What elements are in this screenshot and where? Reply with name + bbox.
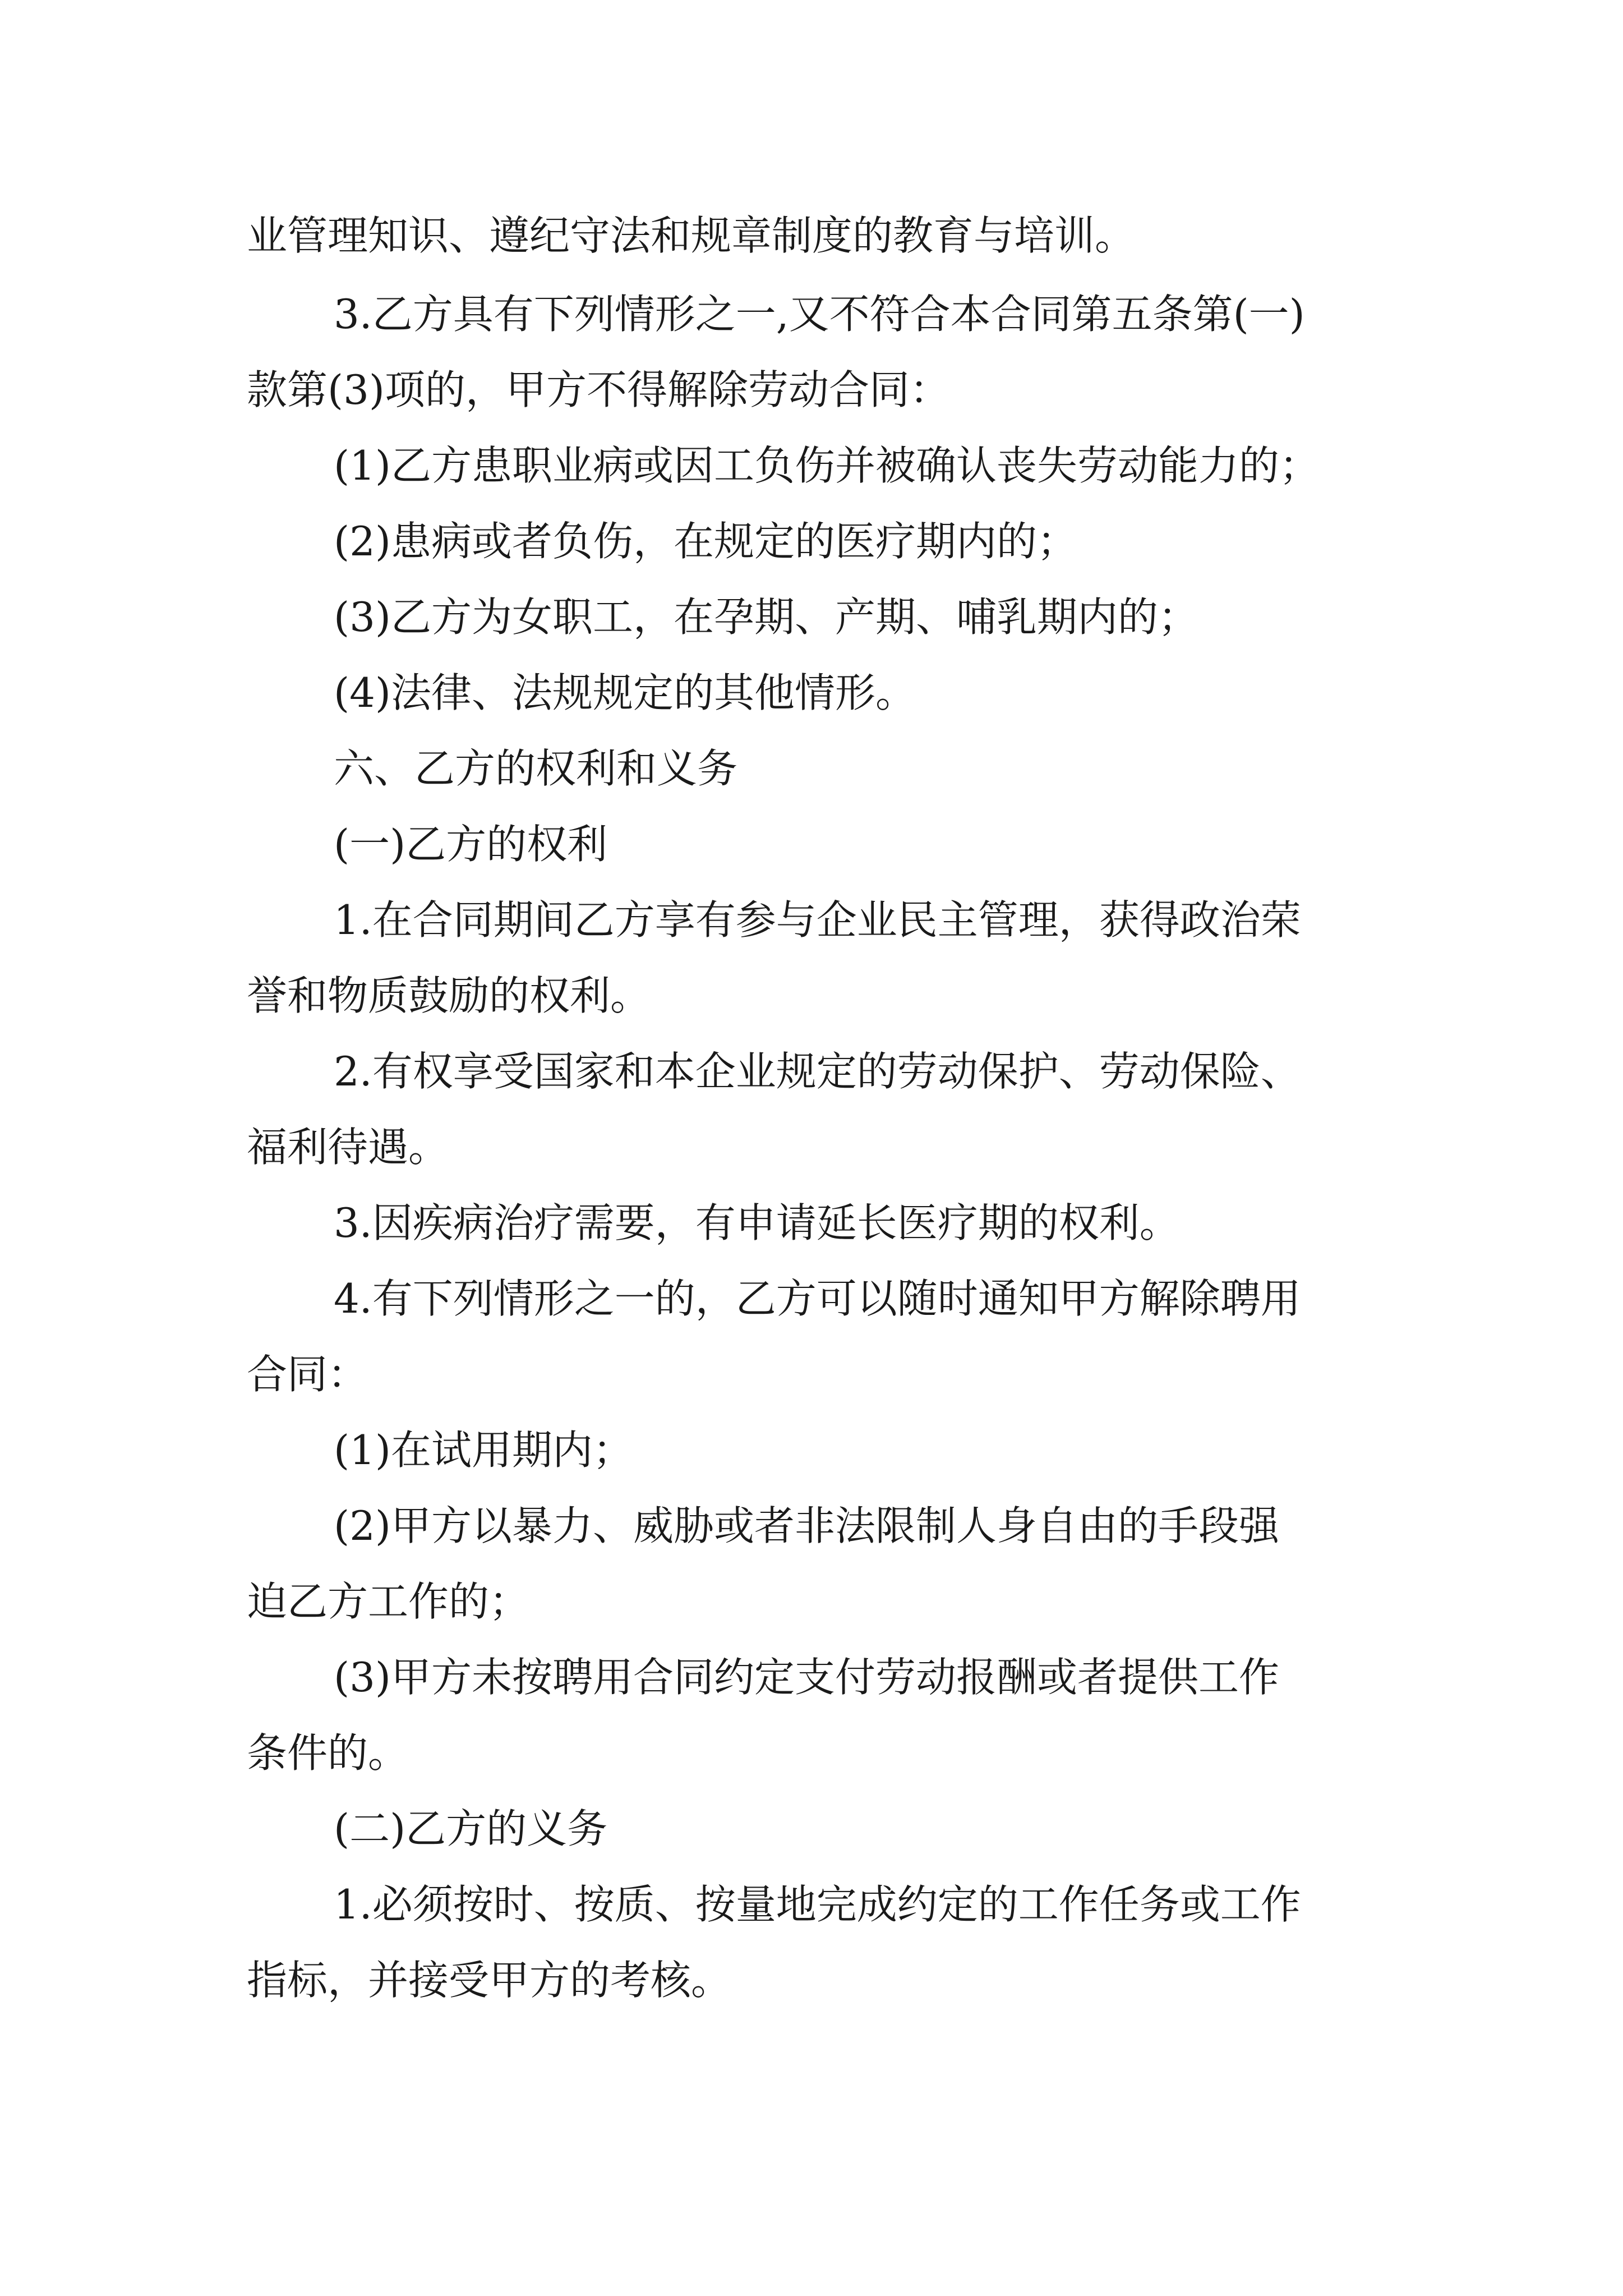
text-line: (2)患病或者负伤，在规定的医疗期内的； bbox=[334, 518, 1077, 565]
text-line: 1.在合同期间乙方享有参与企业民主管理，获得政治荣 bbox=[334, 896, 1301, 944]
text-line: (2)甲方以暴力、威胁或者非法限制人身自由的手段强 bbox=[334, 1502, 1279, 1549]
text-line: 1.必须按时、按质、按量地完成约定的工作任务或工作 bbox=[334, 1881, 1301, 1928]
text-line: 誉和物质鼓励的权利。 bbox=[247, 972, 651, 1019]
subsection-heading: (二)乙方的义务 bbox=[334, 1805, 608, 1852]
text-line: 迫乙方工作的； bbox=[247, 1578, 530, 1625]
text-line: (1)乙方患职业病或因工负伤并被确认丧失劳动能力的； bbox=[334, 442, 1320, 489]
text-line: (1)在试用期内； bbox=[334, 1427, 633, 1474]
text-line: 3.乙方具有下列情形之一,又不符合本合同第五条第(一) bbox=[334, 291, 1305, 338]
text-line: (4)法律、法规规定的其他情形。 bbox=[334, 669, 916, 716]
text-line: 福利待遇。 bbox=[247, 1124, 449, 1171]
text-line: 条件的。 bbox=[247, 1729, 409, 1777]
text-line: 指标，并接受甲方的考核。 bbox=[247, 1957, 732, 2004]
subsection-heading: (一)乙方的权利 bbox=[334, 821, 608, 868]
text-line: (3)乙方为女职工，在孕期、产期、哺乳期内的； bbox=[334, 593, 1198, 641]
section-heading: 六、乙方的权利和义务 bbox=[334, 745, 738, 792]
text-line: 4.有下列情形之一的，乙方可以随时通知甲方解除聘用 bbox=[334, 1275, 1301, 1322]
text-line: 业管理知识、遵纪守法和规章制度的教育与培训。 bbox=[247, 212, 1136, 259]
text-line: 合同： bbox=[247, 1351, 368, 1398]
text-line: 2.有权享受国家和本企业规定的劳动保护、劳动保险、 bbox=[334, 1048, 1301, 1095]
text-line: 3.因疾病治疗需要，有申请延长医疗期的权利。 bbox=[334, 1199, 1180, 1246]
text-line: (3)甲方未按聘用合同约定支付劳动报酬或者提供工作 bbox=[334, 1654, 1279, 1701]
text-line: 款第(3)项的，甲方不得解除劳动合同： bbox=[247, 366, 950, 413]
